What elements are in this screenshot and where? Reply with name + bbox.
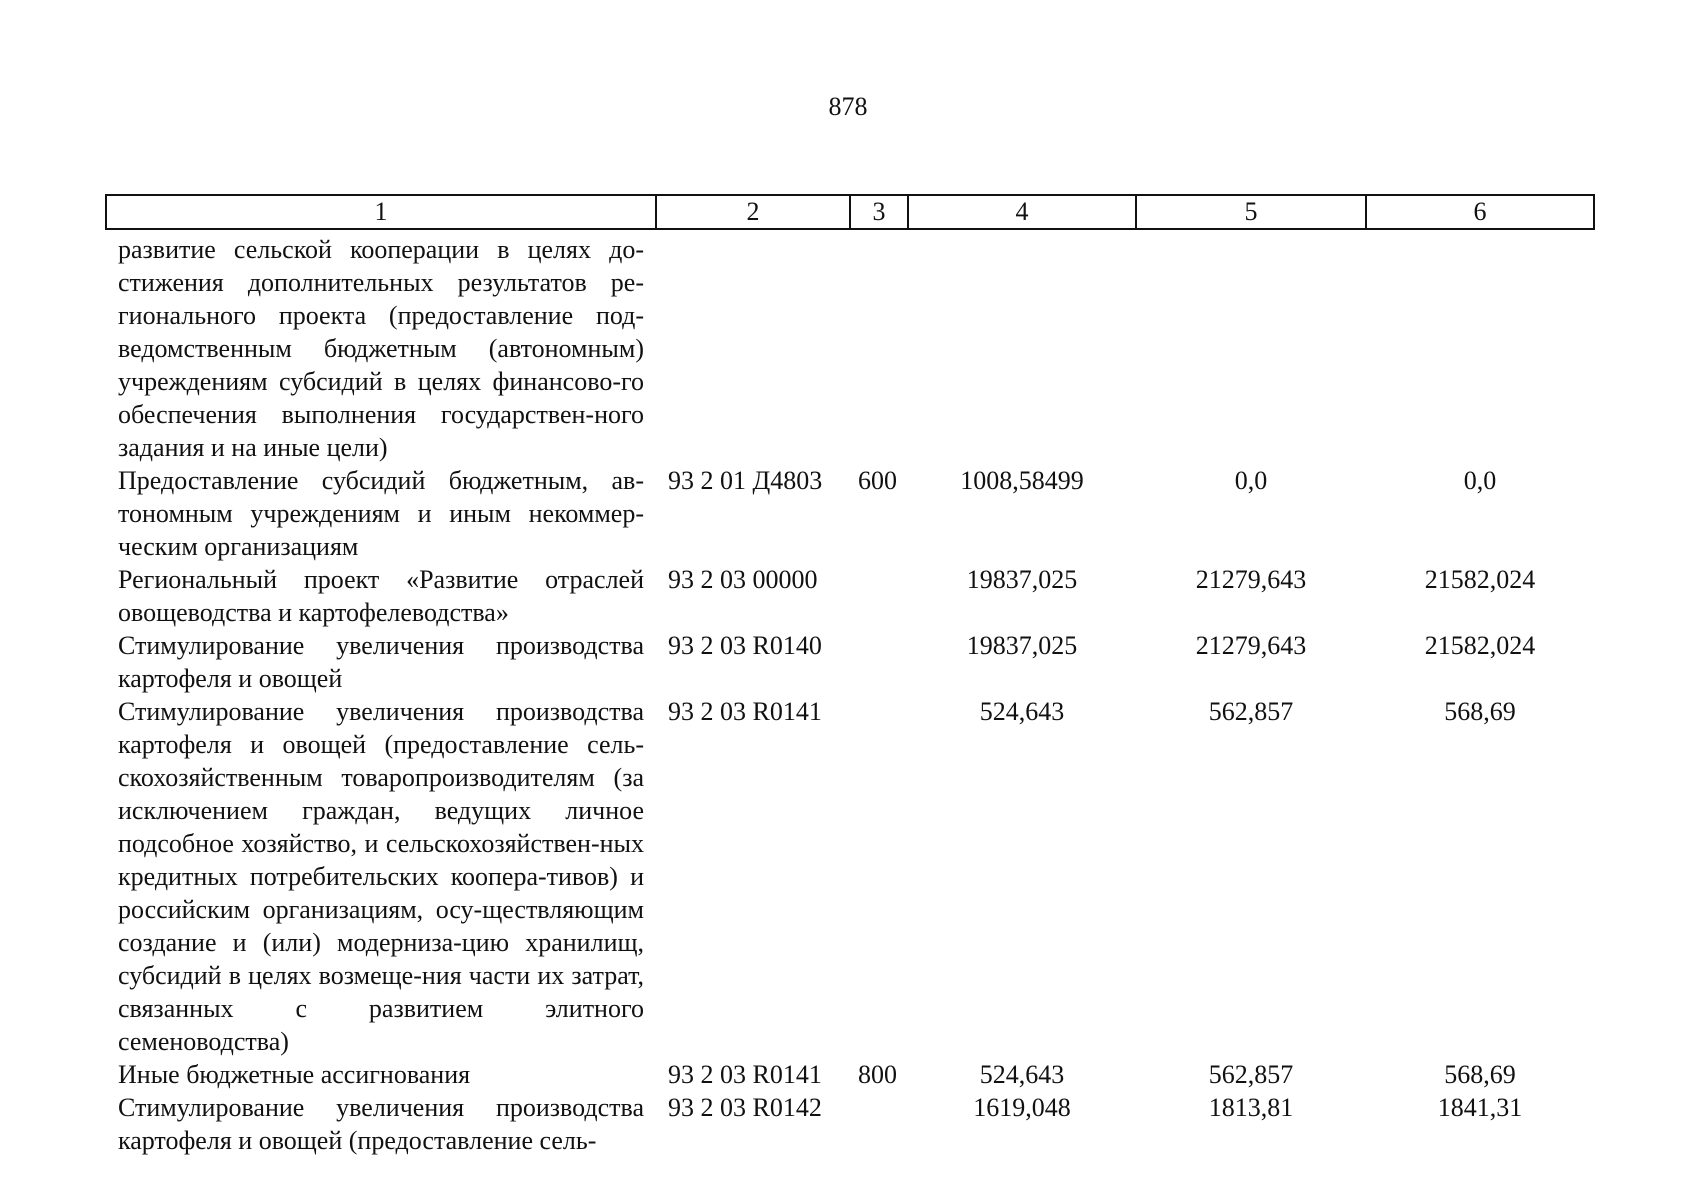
row-expense-type — [850, 1091, 908, 1157]
budget-table — [105, 194, 1595, 1157]
row-value-col4 — [908, 229, 1136, 464]
row-value-col6: 21582,024 — [1424, 631, 1536, 660]
row-value-col6 — [1366, 229, 1594, 464]
row-expense-type: 800 — [858, 1060, 897, 1089]
row-code: 93 2 03 R0141 — [668, 697, 822, 726]
column-header-6: 6 — [1366, 195, 1594, 229]
row-code — [656, 229, 850, 464]
table-row — [106, 1058, 1594, 1091]
table-row — [106, 464, 1594, 563]
row-value-col6: 568,69 — [1444, 1060, 1516, 1089]
row-value-col4: 524,643 — [979, 1060, 1065, 1089]
row-name: Стимулирование увеличения производства картофеля и овощей (предоставление сель- — [118, 1093, 644, 1155]
row-name: Стимулирование увеличения производства картофеля и овощей (предоставление сель-скохозяйственным товаропроизводителям (за исключением граждан, ведущих личное подсобное хозяйство, и сельскохозяйствен-ных кредитных потребительских коопера-тивов) и российским организациям, осу-ществляющим создание и (или) модерниза-цию хранилищ, субсидий в целях возмеще-ния части их затрат, связанных с развитием элитного семеноводства) — [118, 697, 644, 1056]
table-body — [106, 229, 1594, 1157]
row-name: Иные бюджетные ассигнования — [118, 1060, 471, 1089]
row-expense-type — [850, 229, 908, 464]
table-row — [106, 563, 1594, 629]
row-expense-type — [850, 629, 908, 695]
row-value-col5: 562,857 — [1208, 697, 1294, 726]
row-expense-type — [850, 563, 908, 629]
row-code: 93 2 03 00000 — [668, 565, 818, 594]
row-value-col4: 524,643 — [979, 697, 1065, 726]
column-header-5: 5 — [1136, 195, 1366, 229]
row-value-col6: 0,0 — [1463, 466, 1497, 495]
row-value-col4: 19837,025 — [966, 631, 1078, 660]
column-header-4: 4 — [908, 195, 1136, 229]
row-value-col5 — [1136, 229, 1366, 464]
row-expense-type: 600 — [858, 466, 897, 495]
column-header-2: 2 — [656, 195, 850, 229]
row-code: 93 2 01 Д4803 — [668, 466, 823, 495]
table-row — [106, 1091, 1594, 1157]
row-value-col5: 562,857 — [1208, 1060, 1294, 1089]
row-name: развитие сельской кооперации в целях до-стижения дополнительных результатов ре-гионального проекта (предоставление под-ведомственным бюджетным (автономным) учреждениям субсидий в целях финансово-го обеспечения выполнения государствен-ного задания и на иные цели) — [118, 235, 644, 462]
row-code: 93 2 03 R0140 — [668, 631, 822, 660]
row-value-col5: 0,0 — [1234, 466, 1268, 495]
row-value-col4: 1619,048 — [973, 1093, 1071, 1122]
row-value-col5: 21279,643 — [1195, 631, 1307, 660]
row-expense-type — [850, 695, 908, 1058]
table-header — [106, 195, 1594, 229]
row-code: 93 2 03 R0141 — [668, 1060, 822, 1089]
row-code: 93 2 03 R0142 — [668, 1093, 822, 1122]
column-header-1: 1 — [106, 195, 656, 229]
header-row — [106, 195, 1594, 229]
column-header-3: 3 — [850, 195, 908, 229]
row-value-col6: 568,69 — [1444, 697, 1516, 726]
row-name: Предоставление субсидий бюджетным, ав-тономным учреждениям и иным некоммер-ческим организациям — [118, 466, 644, 561]
row-value-col5: 21279,643 — [1195, 565, 1307, 594]
row-value-col4: 1008,58499 — [960, 466, 1084, 495]
row-value-col4: 19837,025 — [966, 565, 1078, 594]
row-value-col5: 1813,81 — [1208, 1093, 1294, 1122]
row-value-col6: 1841,31 — [1437, 1093, 1523, 1122]
row-value-col6: 21582,024 — [1424, 565, 1536, 594]
row-name: Стимулирование увеличения производства картофеля и овощей — [118, 631, 644, 693]
page-number: 878 — [828, 92, 868, 121]
table-row — [106, 629, 1594, 695]
row-name: Региональный проект «Развитие отраслей овощеводства и картофелеводства» — [118, 565, 644, 627]
table-row — [106, 695, 1594, 1058]
table-row — [106, 229, 1594, 464]
